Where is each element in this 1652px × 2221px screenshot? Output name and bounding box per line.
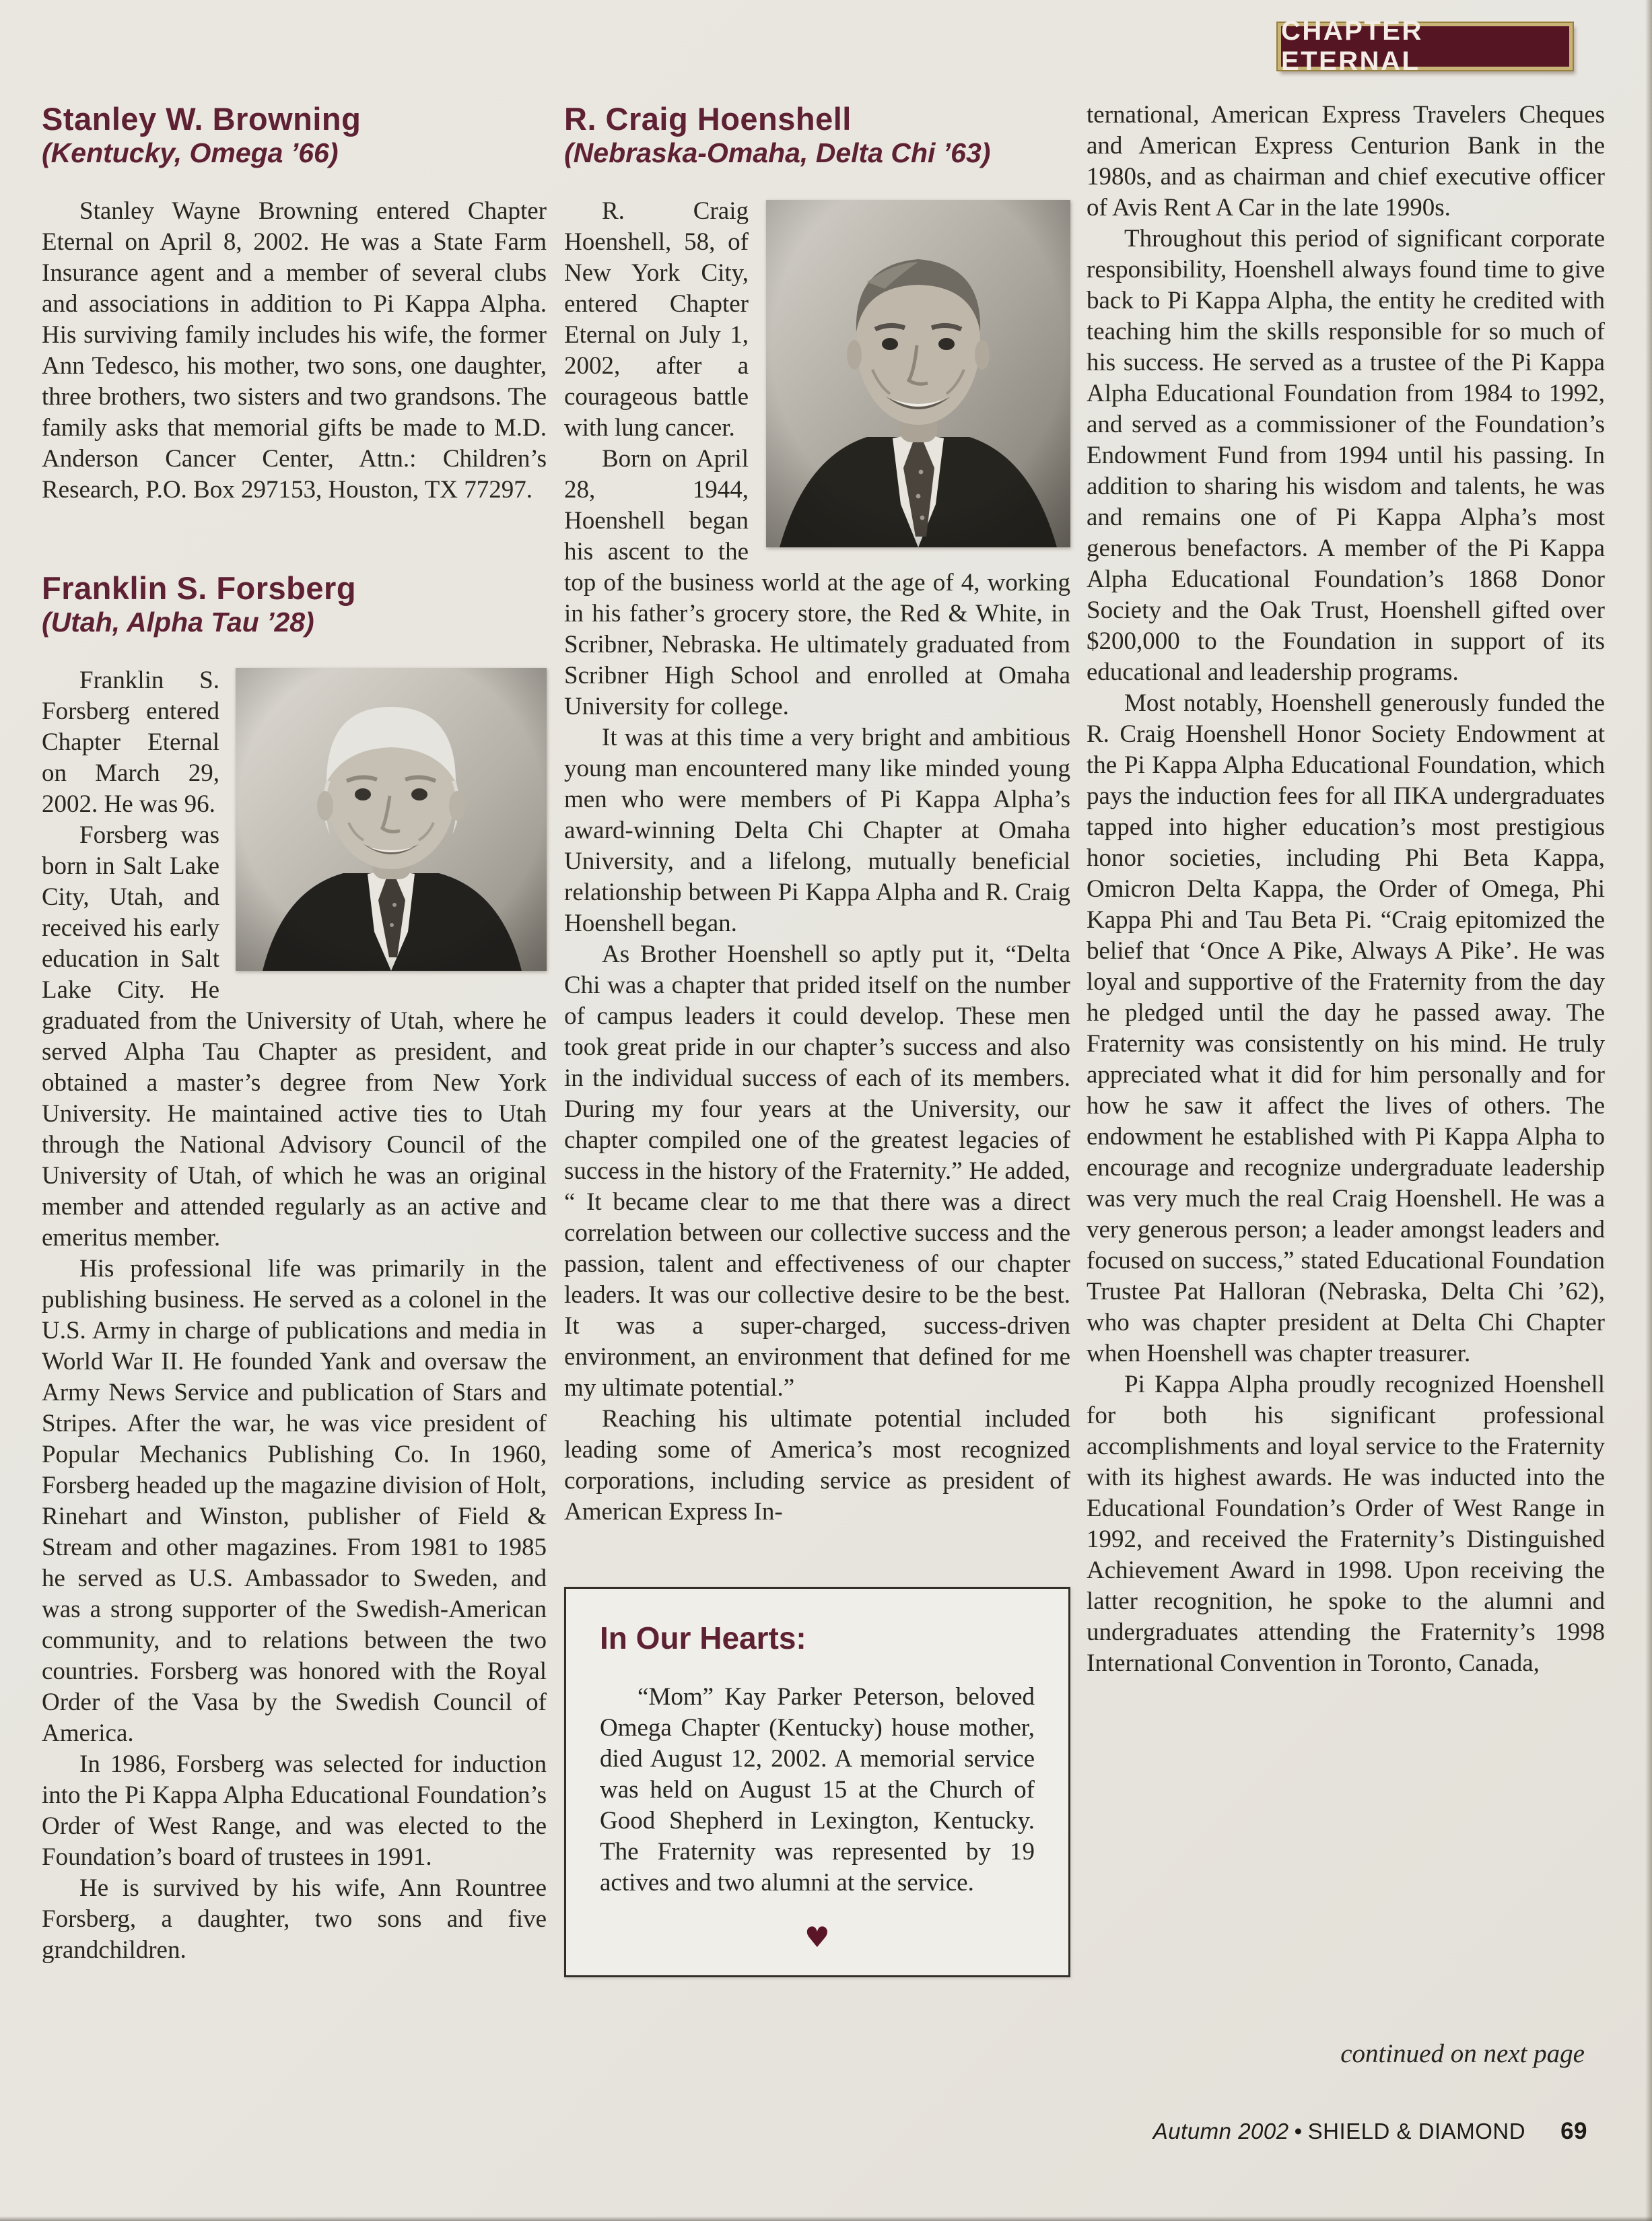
article-subtitle-browning: (Kentucky, Omega ’66) bbox=[42, 137, 339, 168]
paragraph: It was at this time a very bright and ambitious young man encountered many like minded young men who were members of Pi Kappa Alpha’s award-winning Delta Chi Chapter at Omaha University, and a lifelong, mutually beneficial relationship between Pi Kappa Alpha and R. Craig Hoenshell began. bbox=[564, 724, 1070, 937]
paragraph: Pi Kappa Alpha proudly recognized Hoenshell for both his significant professional accomplishments and loyal service to the Fraternity with its highest awards. He was inducted into the Educational Foundation’s Order of West Range in 1992, and received the Fraternity’s Distinguished Achievement Award in 1998. Upon receiving the latter recognition, he spoke to the alumni and undergraduates attending the Fraternity’s 1998 International Convention in Toronto, Canada, bbox=[1087, 1371, 1605, 1677]
article-hoenshell bbox=[564, 101, 1070, 1528]
article-title-forsberg: Franklin S. Forsberg bbox=[42, 570, 357, 606]
paragraph: His professional life was primarily in the publishing business. He served as a colonel in the U.S. Army in charge of publications and media in World War II. He founded Yank and oversaw the Army News Service and publication of Stars and Stripes. After the war, he was vice president of Popular Mechanics Publishing Co. In 1960, Forsberg headed up the magazine division of Holt, Rinehart and Winston, publisher of Field & Stream and other magazines. From 1981 to 1985 he served as U.S. Ambassador to Sweden, and was a strong supporter of the Swedish-American community, and to relations between the two countries. Forsberg was honored with the Royal Order of the Vasa by the Swedish Council of America. bbox=[42, 1255, 547, 1747]
paragraph: Franklin S. Forsberg entered Chapter Eternal on March 29, 2002. He was 96. bbox=[42, 667, 219, 818]
footer-page-number: 69 bbox=[1560, 2118, 1587, 2144]
scan-edge-bottom bbox=[0, 2216, 1652, 2221]
paragraph: Stanley Wayne Browning entered Chapter Eternal on April 8, 2002. He was a State Farm Insurance agent and a member of several clubs and associations in addition to Pi Kappa Alpha. His surviving family includes his wife, the former Ann Tedesco, his mother, two sons, one daughter, three brothers, two sisters and two grandsons. The family asks that memorial gifts be made to M.D. Anderson Cancer Center, Attn.: Children’s Research, P.O. Box 297153, Houston, TX 77297. bbox=[42, 197, 547, 504]
forsberg-portrait-photo bbox=[236, 668, 547, 971]
article-title-browning: Stanley W. Browning bbox=[42, 101, 362, 137]
paragraph: Forsberg was born in Salt Lake City, Utah, and received his early education in Salt Lake City. He graduated from the University of Utah, where he served Alpha Tau Chapter as president, and obtained a master’s degree from New York University. He maintained active ties to Utah through the National Advisory Council of the University of Utah, of which he was an original member and attended regularly as an active and emeritus member. bbox=[42, 821, 547, 1252]
paragraph: ternational, American Express Travelers Cheques and American Express Centurion Bank in the 1980s, and as chairman and chief executive officer of Avis Rent A Car in the late 1990s. bbox=[1087, 101, 1605, 221]
paragraph: Most notably, Hoenshell generously funded the R. Craig Hoenshell Honor Society Endowment at the Pi Kappa Alpha Educational Foundation, which pays the induction fees for all ΠΚΑ undergraduates tapped into higher education’s most prestigious honor societies, including Phi Beta Kappa, Omicron Delta Kappa, the Order of Omega, Phi Kappa Phi and Tau Beta Pi. “Craig epitomized the belief that ‘Once A Pike, Always A Pike’. He was loyal and supportive of the Fraternity from the day he pledged until the day he passed away. The Fraternity was consistently on his mind. He truly appreciated what it did for him personally and for how he saw it affect the lives of others. The endowment he established with Pi Kappa Alpha to encourage and recognize undergraduate leadership was very much the real Craig Hoenshell. He was a very generous person; a leader amongst leaders and focused on success,” stated Educational Foundation Trustee Pat Halloran (Nebraska, Delta Chi ’62), who was chapter president at Delta Chi Chapter when Hoenshell was chapter treasurer. bbox=[1087, 689, 1605, 1367]
chapter-eternal-badge-label: CHAPTER ETERNAL bbox=[1281, 16, 1423, 76]
article-subtitle-hoenshell: (Nebraska-Omaha, Delta Chi ’63) bbox=[564, 137, 991, 168]
paragraph: In 1986, Forsberg was selected for induction into the Pi Kappa Alpha Educational Foundation’s Order of West Range, and was elected to the Foundation’s board of trustees in 1991. bbox=[42, 1750, 547, 1871]
paragraph: As Brother Hoenshell so aptly put it, “Delta Chi was a chapter that prided itself on the number of campus leaders it could develop. These men took great pride in our chapter’s success and also in the individual success of each of its members. During my four years at the University, our chapter compiled one of the greatest legacies of success in the history of the Fraternity.” He added, “ It became clear to me that there was a direct correlation between our collective success and the passion, talent and effectiveness of our chapter leaders. It was our collective desire to be the best. It was a super-charged, success-driven environment, an environment that defined for me my ultimate potential.” bbox=[564, 941, 1070, 1402]
paragraph: R. Craig Hoenshell, 58, of New York City, entered Chapter Eternal on July 1, 2002, after a courageous battle with lung cancer. bbox=[564, 197, 749, 442]
article-forsberg bbox=[42, 570, 547, 1966]
scan-edge-right bbox=[1645, 0, 1652, 2221]
column-2 bbox=[564, 101, 1070, 1977]
heart-icon: ♥ bbox=[804, 1921, 830, 1954]
in-our-hearts-title: In Our Hearts: bbox=[600, 1620, 806, 1655]
in-our-hearts-body: “Mom” Kay Parker Peterson, beloved Omega Chapter (Kentucky) house mother, died August 12, 2002. A memorial service was held on August 15 at the Church of Good Shepherd in Lexington, Kentucky. The Fraternity was represented by 19 actives and two alumni at the service. bbox=[600, 1683, 1035, 1897]
paragraph: He is survived by his wife, Ann Rountree Forsberg, a daughter, two sons and five grandchildren. bbox=[42, 1874, 547, 1964]
column-1 bbox=[42, 101, 547, 1966]
column-3 bbox=[1087, 100, 1605, 1679]
continued-on-next-page-note: continued on next page bbox=[1340, 2039, 1585, 2068]
chapter-eternal-badge bbox=[1278, 16, 1573, 76]
in-our-hearts-box bbox=[564, 1587, 1070, 1977]
paragraph: Born on April 28, 1944, Hoenshell began his ascent to the top of the business world at the age of 4, working in his father’s grocery store, the Red & White, in Scribner, Nebraska. He ultimately graduated from Scribner High School and enrolled at Omaha University for college. bbox=[564, 445, 1070, 720]
paragraph: Reaching his ultimate potential included leading some of America’s most recognized corporations, including service as president of American Express In- bbox=[564, 1405, 1070, 1526]
footer-separator: • bbox=[1294, 2119, 1303, 2144]
page-footer bbox=[1087, 2118, 1587, 2145]
article-subtitle-forsberg: (Utah, Alpha Tau ’28) bbox=[42, 607, 314, 638]
footer-issue: Autumn 2002 bbox=[1152, 2119, 1289, 2144]
article-title-hoenshell: R. Craig Hoenshell bbox=[564, 101, 852, 137]
footer-magazine-name: SHIELD & DIAMOND bbox=[1307, 2119, 1526, 2144]
hoenshell-portrait-photo bbox=[766, 200, 1070, 547]
paragraph: Throughout this period of significant corporate responsibility, Hoenshell always found time to give back to Pi Kappa Alpha, the entity he credited with teaching him the skills responsible for so much of his success. He served as a trustee of the Pi Kappa Alpha Educational Foundation from 1984 to 1992, and served as a commissioner of the Foundation’s Endowment Fund from 1994 until his passing. In addition to sharing his wisdom and talents, he was and remains one of Pi Kappa Alpha’s most generous benefactors. A member of the Pi Kappa Alpha Educational Foundation’s 1868 Donor Society and the Oak Trust, Hoenshell gifted over $200,000 to the Foundation in support of its educational and leadership programs. bbox=[1087, 225, 1605, 686]
article-browning bbox=[42, 101, 547, 506]
